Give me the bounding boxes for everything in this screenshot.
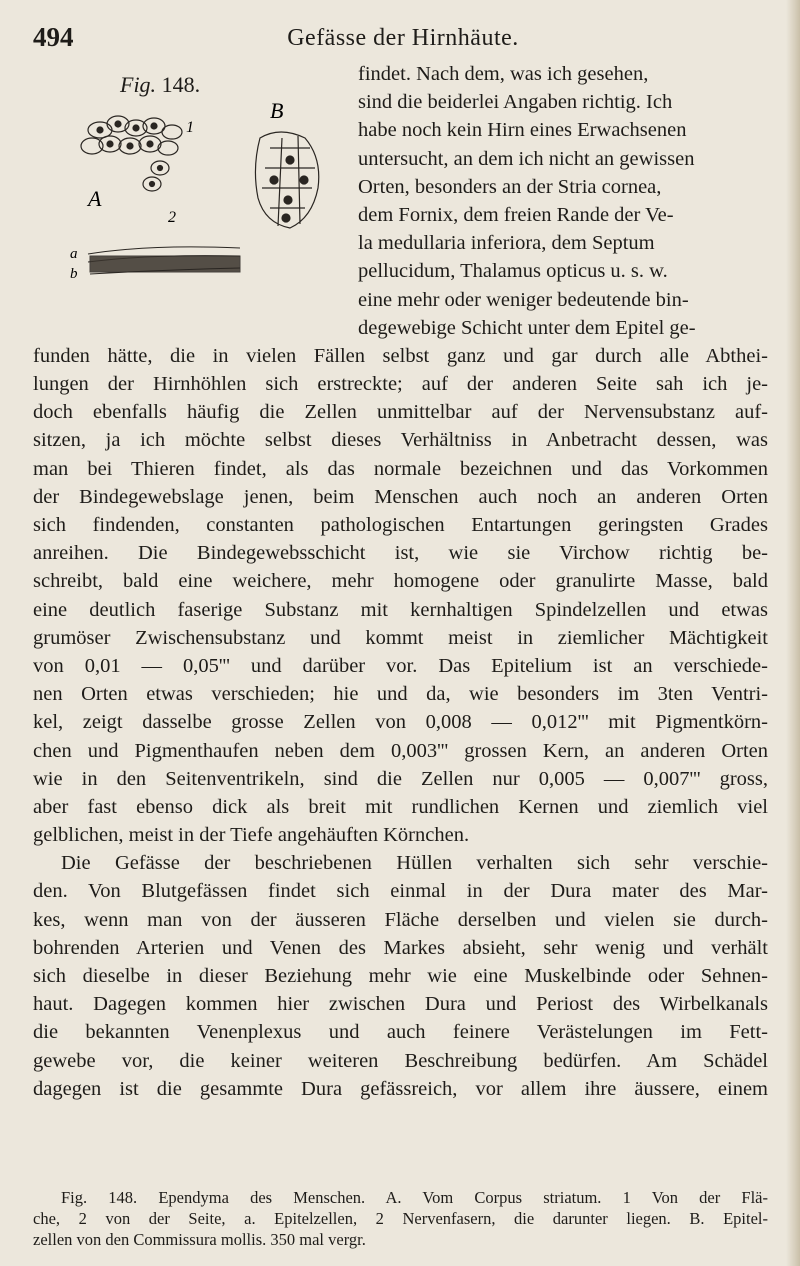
page-number: 494 xyxy=(33,22,74,52)
label-a: a xyxy=(70,246,78,262)
label-B: B xyxy=(270,98,284,123)
text-line: die bekannten Venenplexus und auch feinere Verästelungen im Fett- xyxy=(33,1021,768,1044)
text-line: von 0,01 — 0,05''' und darüber vor. Das Epitelium ist an verschiede- xyxy=(33,654,768,677)
main-text xyxy=(33,60,768,1103)
text-line: funden hätte, die in vielen Fällen selbst ganz und gar durch alle Abthei- xyxy=(33,344,768,367)
label-A: A xyxy=(88,186,102,211)
text-line: dem Fornix, dem freien Rande der Ve- xyxy=(358,203,674,226)
text-line: gelblichen, meist in der Tiefe angehäuften Körnchen. xyxy=(33,824,470,847)
text-line: haut. Dagegen kommen hier zwischen Dura und Periost des Wirbelkanals xyxy=(33,993,768,1016)
text-line: pellucidum, Thalamus opticus u. s. w. xyxy=(358,260,668,283)
text-line: kel, zeigt dasselbe grosse Zellen von 0,008 — 0,012''' mit Pigmentkörn- xyxy=(33,711,768,734)
text-line: gewebe vor, die keiner weiteren Beschreibung bedürfen. Am Schädel xyxy=(33,1049,768,1072)
text-line: bohrenden Arterien und Venen des Markes absieht, sehr wenig und verhält xyxy=(33,936,768,959)
text-line: schreibt, bald eine weichere, mehr homogene oder granulirte Masse, bald xyxy=(33,570,768,593)
text-line: anreihen. Die Bindegewebsschicht ist, wie sie Virchow richtig be- xyxy=(33,542,768,565)
running-head: Gefässe der Hirnhäute. xyxy=(287,25,519,51)
text-line: chen und Pigmenthaufen neben dem 0,003''' grossen Kern, an anderen Orten xyxy=(33,739,768,762)
label-b: b xyxy=(70,266,78,282)
fig-prefix: Fig. xyxy=(120,72,157,97)
text-line: degewebige Schicht unter dem Epitel ge- xyxy=(358,316,696,339)
footnote-line: che, 2 von der Seite, a. Epitelzellen, 2 Nervenfasern, die darunter liegen. B. Epitel- xyxy=(33,1209,768,1228)
text-line: untersucht, an dem ich nicht an gewissen xyxy=(358,147,695,170)
text-line: dagegen ist die gesammte Dura gefässreich, vor allem ihre äussere, einem xyxy=(33,1077,768,1100)
text-line: la medullaria inferiora, dem Septum xyxy=(358,232,655,255)
text-line: sitzen, ja ich möchte selbst dieses Verhältniss in Anbetracht dessen, was xyxy=(33,429,768,452)
text-line: eine deutlich faserige Substanz mit kernhaltigen Spindelzellen und etwas xyxy=(33,598,768,621)
text-line: wie in den Seitenventrikeln, sind die Zellen nur 0,005 — 0,007''' gross, xyxy=(33,767,768,790)
text-line: Die Gefässe der beschriebenen Hüllen verhalten sich sehr verschie- xyxy=(61,852,768,875)
text-line: den. Von Blutgefässen findet sich einmal in der Dura mater des Mar- xyxy=(33,880,768,903)
page-header xyxy=(33,22,773,62)
figure-footnote xyxy=(33,1187,768,1250)
text-line: doch ebenfalls häufig die Zellen unmittelbar auf der Nervensubstanz auf- xyxy=(33,401,768,424)
footnote-line: zellen von den Commissura mollis. 350 mal vergr. xyxy=(33,1230,366,1249)
text-line: findet. Nach dem, was ich gesehen, xyxy=(358,63,649,85)
fig-number: 148. xyxy=(161,72,201,97)
text-line: der Bindegewebslage jenen, beim Menschen auch noch an anderen Orten xyxy=(33,485,768,508)
label-1: 1 xyxy=(186,119,194,136)
text-line: man bei Thieren findet, als das normale bezeichnen und das Vorkommen xyxy=(33,457,768,480)
text-line: nen Orten etwas verschieden; hie und da, wie besonders im 3ten Ventri- xyxy=(33,683,768,706)
label-2: 2 xyxy=(168,209,176,226)
page-edge-shadow xyxy=(786,0,800,1266)
text-line: kes, wenn man von der äusseren Fläche derselben und vielen sie durch- xyxy=(33,908,768,931)
text-line: habe noch kein Hirn eines Erwachsenen xyxy=(358,119,687,142)
text-line: aber fast ebenso dick als breit mit rundlichen Kernen und ziemlich viel xyxy=(33,795,768,818)
text-line: Orten, besonders an der Stria cornea, xyxy=(358,175,662,198)
text-line: sind die beiderlei Angaben richtig. Ich xyxy=(358,91,673,114)
text-line: lungen der Hirnhöhlen sich erstreckte; auf der anderen Seite sah ich je- xyxy=(33,373,768,396)
text-line: grumöser Zwischensubstanz und kommt meist in ziemlicher Mächtigkeit xyxy=(33,626,768,649)
text-line: eine mehr oder weniger bedeutende bin- xyxy=(358,288,689,311)
text-line: sich findenden, constanten pathologischen Entartungen geringsten Grades xyxy=(33,514,768,536)
text-line: sich dieselbe in dieser Beziehung mehr wie eine Muskelbinde oder Sehnen- xyxy=(33,965,768,987)
footnote-line: Fig. 148. Ependyma des Menschen. A. Vom Corpus striatum. 1 Von der Flä- xyxy=(61,1188,768,1207)
